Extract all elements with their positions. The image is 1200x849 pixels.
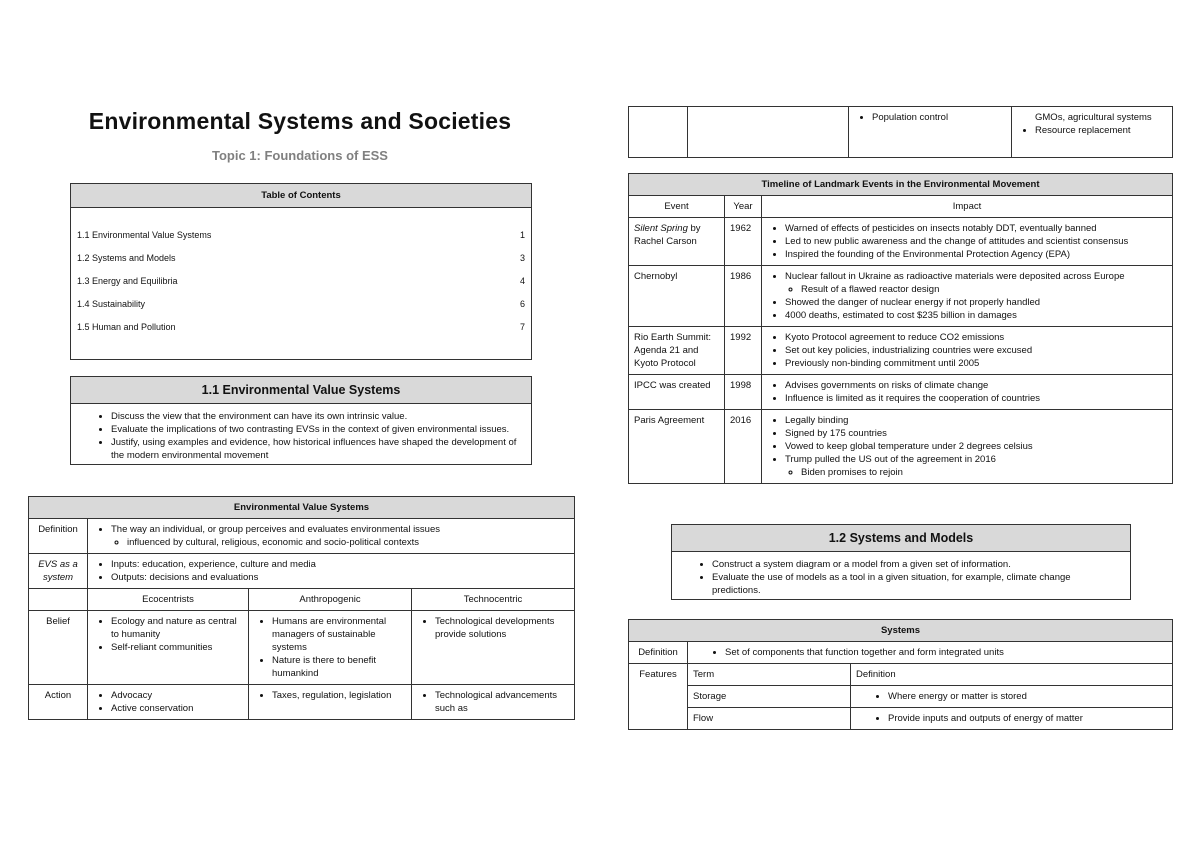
objective-item: • Evaluate the use of models as a tool in a given situation, for example, climate change predictions. bbox=[712, 571, 1120, 597]
systems-heading: Systems bbox=[629, 620, 1173, 642]
impact-item: • Previously non-binding commitment until 2005 bbox=[785, 357, 1167, 370]
evs-system-label-text: EVS as a system bbox=[38, 559, 78, 583]
belief-item: • Technological developments provide solutions bbox=[435, 615, 569, 641]
section-12-objectives bbox=[680, 558, 1120, 597]
table-of-contents bbox=[70, 183, 532, 360]
impact-item: • Vowed to keep global temperature under 2 degrees celsius bbox=[785, 440, 1167, 453]
timeline-impact bbox=[762, 327, 1173, 375]
timeline-event: IPCC was created bbox=[629, 375, 725, 410]
toc-item-page: 4 bbox=[519, 276, 525, 286]
feature-term: Flow bbox=[688, 708, 851, 730]
evs-system-label bbox=[29, 554, 88, 589]
timeline-impact bbox=[762, 266, 1173, 327]
objective-item: • Construct a system diagram or a model from a given set of information. bbox=[712, 558, 1120, 571]
continued-empty-cell bbox=[688, 107, 849, 158]
toc-item[interactable] bbox=[77, 322, 525, 345]
continued-col4-text: GMOs, agricultural systems bbox=[1035, 112, 1152, 123]
features-label: Features bbox=[629, 664, 688, 730]
belief-item: • Humans are environmental managers of sustainable systems bbox=[272, 615, 406, 654]
timeline-year: 2016 bbox=[725, 410, 762, 484]
impact-sub-item: ◦ Biden promises to rejoin bbox=[801, 466, 1167, 479]
toc-item-label: 1.2 Systems and Models bbox=[77, 253, 176, 263]
belief-technocentric bbox=[412, 611, 575, 685]
systems-table bbox=[628, 619, 1173, 730]
toc-item[interactable] bbox=[77, 230, 525, 253]
timeline-col-impact: Impact bbox=[762, 196, 1173, 218]
action-item: • Active conservation bbox=[111, 702, 243, 715]
impact-item: • Advises governments on risks of climate change bbox=[785, 379, 1167, 392]
action-item: • Advocacy bbox=[111, 689, 243, 702]
timeline-event: Rio Earth Summit: Agenda 21 and Kyoto Protocol bbox=[629, 327, 725, 375]
evs-definition: • The way an individual, or group perceives and evaluates environmental issues bbox=[111, 523, 569, 536]
timeline-impact bbox=[762, 218, 1173, 266]
continued-table bbox=[628, 106, 1173, 158]
toc-item-label: 1.5 Human and Pollution bbox=[77, 322, 176, 332]
toc-item-label: 1.3 Energy and Equilibria bbox=[77, 276, 178, 286]
timeline-heading: Timeline of Landmark Events in the Environmental Movement bbox=[629, 174, 1173, 196]
col-anthropogenic: Anthropogenic bbox=[249, 589, 412, 611]
impact-item: • Legally binding bbox=[785, 414, 1167, 427]
toc-item-page: 6 bbox=[519, 299, 525, 309]
evs-system-cell bbox=[88, 554, 575, 589]
systems-definition: • Set of components that function together and form integrated units bbox=[725, 646, 1167, 659]
continued-col3 bbox=[849, 107, 1012, 158]
table-row bbox=[629, 410, 1173, 484]
table-row bbox=[629, 375, 1173, 410]
evs-system-item: • Outputs: decisions and evaluations bbox=[111, 571, 569, 584]
timeline-event: Chernobyl bbox=[629, 266, 725, 327]
objective-item: • Evaluate the implications of two contrasting EVSs in the context of given environmental issues. bbox=[111, 423, 521, 436]
toc-item[interactable] bbox=[77, 253, 525, 276]
continued-item: • Population control bbox=[872, 111, 1006, 124]
belief-anthropogenic bbox=[249, 611, 412, 685]
impact-item: • 4000 deaths, estimated to cost $235 billion in damages bbox=[785, 309, 1167, 322]
impact-item: • Led to new public awareness and the change of attitudes and scientist consensus bbox=[785, 235, 1167, 248]
toc-item[interactable] bbox=[77, 276, 525, 299]
timeline-table bbox=[628, 173, 1173, 484]
evs-table bbox=[28, 496, 575, 720]
belief-item: • Self-reliant communities bbox=[111, 641, 243, 654]
col-technocentric: Technocentric bbox=[412, 589, 575, 611]
page-title: Environmental Systems and Societies bbox=[88, 108, 512, 134]
impact-item: • Trump pulled the US out of the agreement in 2016 bbox=[785, 453, 1167, 466]
evs-empty-cell bbox=[29, 589, 88, 611]
belief-label: Belief bbox=[29, 611, 88, 685]
objective-item: • Justify, using examples and evidence, how historical influences have shaped the development of the modern environmental movement bbox=[111, 436, 521, 462]
belief-item: • Nature is there to benefit humankind bbox=[272, 654, 406, 680]
objective-item: • Discuss the view that the environment can have its own intrinsic value. bbox=[111, 410, 521, 423]
systems-definition-label: Definition bbox=[629, 642, 688, 664]
page-subtitle: Topic 1: Foundations of ESS bbox=[212, 148, 388, 163]
timeline-impact bbox=[762, 375, 1173, 410]
impact-item: • Kyoto Protocol agreement to reduce CO2 emissions bbox=[785, 331, 1167, 344]
timeline-impact bbox=[762, 410, 1173, 484]
feature-definition-text: • Where energy or matter is stored bbox=[888, 690, 1167, 703]
impact-item: • Set out key policies, industrializing countries were excused bbox=[785, 344, 1167, 357]
feature-definition bbox=[851, 686, 1173, 708]
action-item: • Taxes, regulation, legislation bbox=[272, 689, 406, 702]
impact-item: • Inspired the founding of the Environmental Protection Agency (EPA) bbox=[785, 248, 1167, 261]
belief-item: • Ecology and nature as central to humanity bbox=[111, 615, 243, 641]
action-item: • Technological advancements such as bbox=[435, 689, 569, 715]
section-11-heading: 1.1 Environmental Value Systems bbox=[71, 377, 531, 404]
timeline-year: 1986 bbox=[725, 266, 762, 327]
section-11-box bbox=[70, 376, 532, 465]
evs-definition-label: Definition bbox=[29, 519, 88, 554]
timeline-col-year: Year bbox=[725, 196, 762, 218]
action-technocentric bbox=[412, 685, 575, 720]
section-12-heading: 1.2 Systems and Models bbox=[672, 525, 1130, 552]
feature-definition bbox=[851, 708, 1173, 730]
toc-item-label: 1.4 Sustainability bbox=[77, 299, 146, 309]
table-row bbox=[629, 327, 1173, 375]
impact-sub-item: ◦ Result of a flawed reactor design bbox=[801, 283, 1167, 296]
toc-item[interactable] bbox=[77, 299, 525, 322]
table-row bbox=[629, 708, 1173, 730]
action-anthropogenic bbox=[249, 685, 412, 720]
event-title-rest: by Rachel Carson bbox=[634, 223, 701, 247]
action-ecocentrists bbox=[88, 685, 249, 720]
toc-item-label: 1.1 Environmental Value Systems bbox=[77, 230, 212, 240]
table-row bbox=[629, 266, 1173, 327]
col-ecocentrists: Ecocentrists bbox=[88, 589, 249, 611]
toc-item-page: 1 bbox=[519, 230, 525, 240]
feature-definition-text: • Provide inputs and outputs of energy of matter bbox=[888, 712, 1167, 725]
section-12-box bbox=[671, 524, 1131, 600]
continued-empty-cell bbox=[629, 107, 688, 158]
timeline-event: Paris Agreement bbox=[629, 410, 725, 484]
term-header: Term bbox=[688, 664, 851, 686]
section-11-objectives bbox=[79, 410, 521, 462]
evs-system-item: • Inputs: education, experience, culture and media bbox=[111, 558, 569, 571]
table-row bbox=[629, 686, 1173, 708]
impact-item: • Nuclear fallout in Ukraine as radioactive materials were deposited across Europe bbox=[785, 270, 1167, 283]
timeline-year: 1992 bbox=[725, 327, 762, 375]
action-label: Action bbox=[29, 685, 88, 720]
belief-ecocentrists bbox=[88, 611, 249, 685]
feature-term: Storage bbox=[688, 686, 851, 708]
impact-item: • Warned of effects of pesticides on insects notably DDT, eventually banned bbox=[785, 222, 1167, 235]
definition-header: Definition bbox=[851, 664, 1173, 686]
table-row bbox=[629, 218, 1173, 266]
timeline-event bbox=[629, 218, 725, 266]
continued-col4 bbox=[1012, 107, 1173, 158]
timeline-year: 1962 bbox=[725, 218, 762, 266]
continued-item: • Resource replacement bbox=[1035, 124, 1167, 137]
timeline-year: 1998 bbox=[725, 375, 762, 410]
toc-item-page: 3 bbox=[519, 253, 525, 263]
toc-heading: Table of Contents bbox=[71, 184, 531, 208]
event-title-italic: Silent Spring bbox=[634, 223, 688, 234]
evs-definition-sub: ◦ influenced by cultural, religious, economic and socio-political contexts bbox=[127, 536, 569, 549]
evs-table-heading: Environmental Value Systems bbox=[29, 497, 575, 519]
impact-item: • Showed the danger of nuclear energy if not properly handled bbox=[785, 296, 1167, 309]
timeline-col-event: Event bbox=[629, 196, 725, 218]
evs-definition-cell bbox=[88, 519, 575, 554]
impact-item: • Signed by 175 countries bbox=[785, 427, 1167, 440]
systems-definition-cell bbox=[688, 642, 1173, 664]
impact-item: • Influence is limited as it requires the cooperation of countries bbox=[785, 392, 1167, 405]
toc-item-page: 7 bbox=[519, 322, 525, 332]
